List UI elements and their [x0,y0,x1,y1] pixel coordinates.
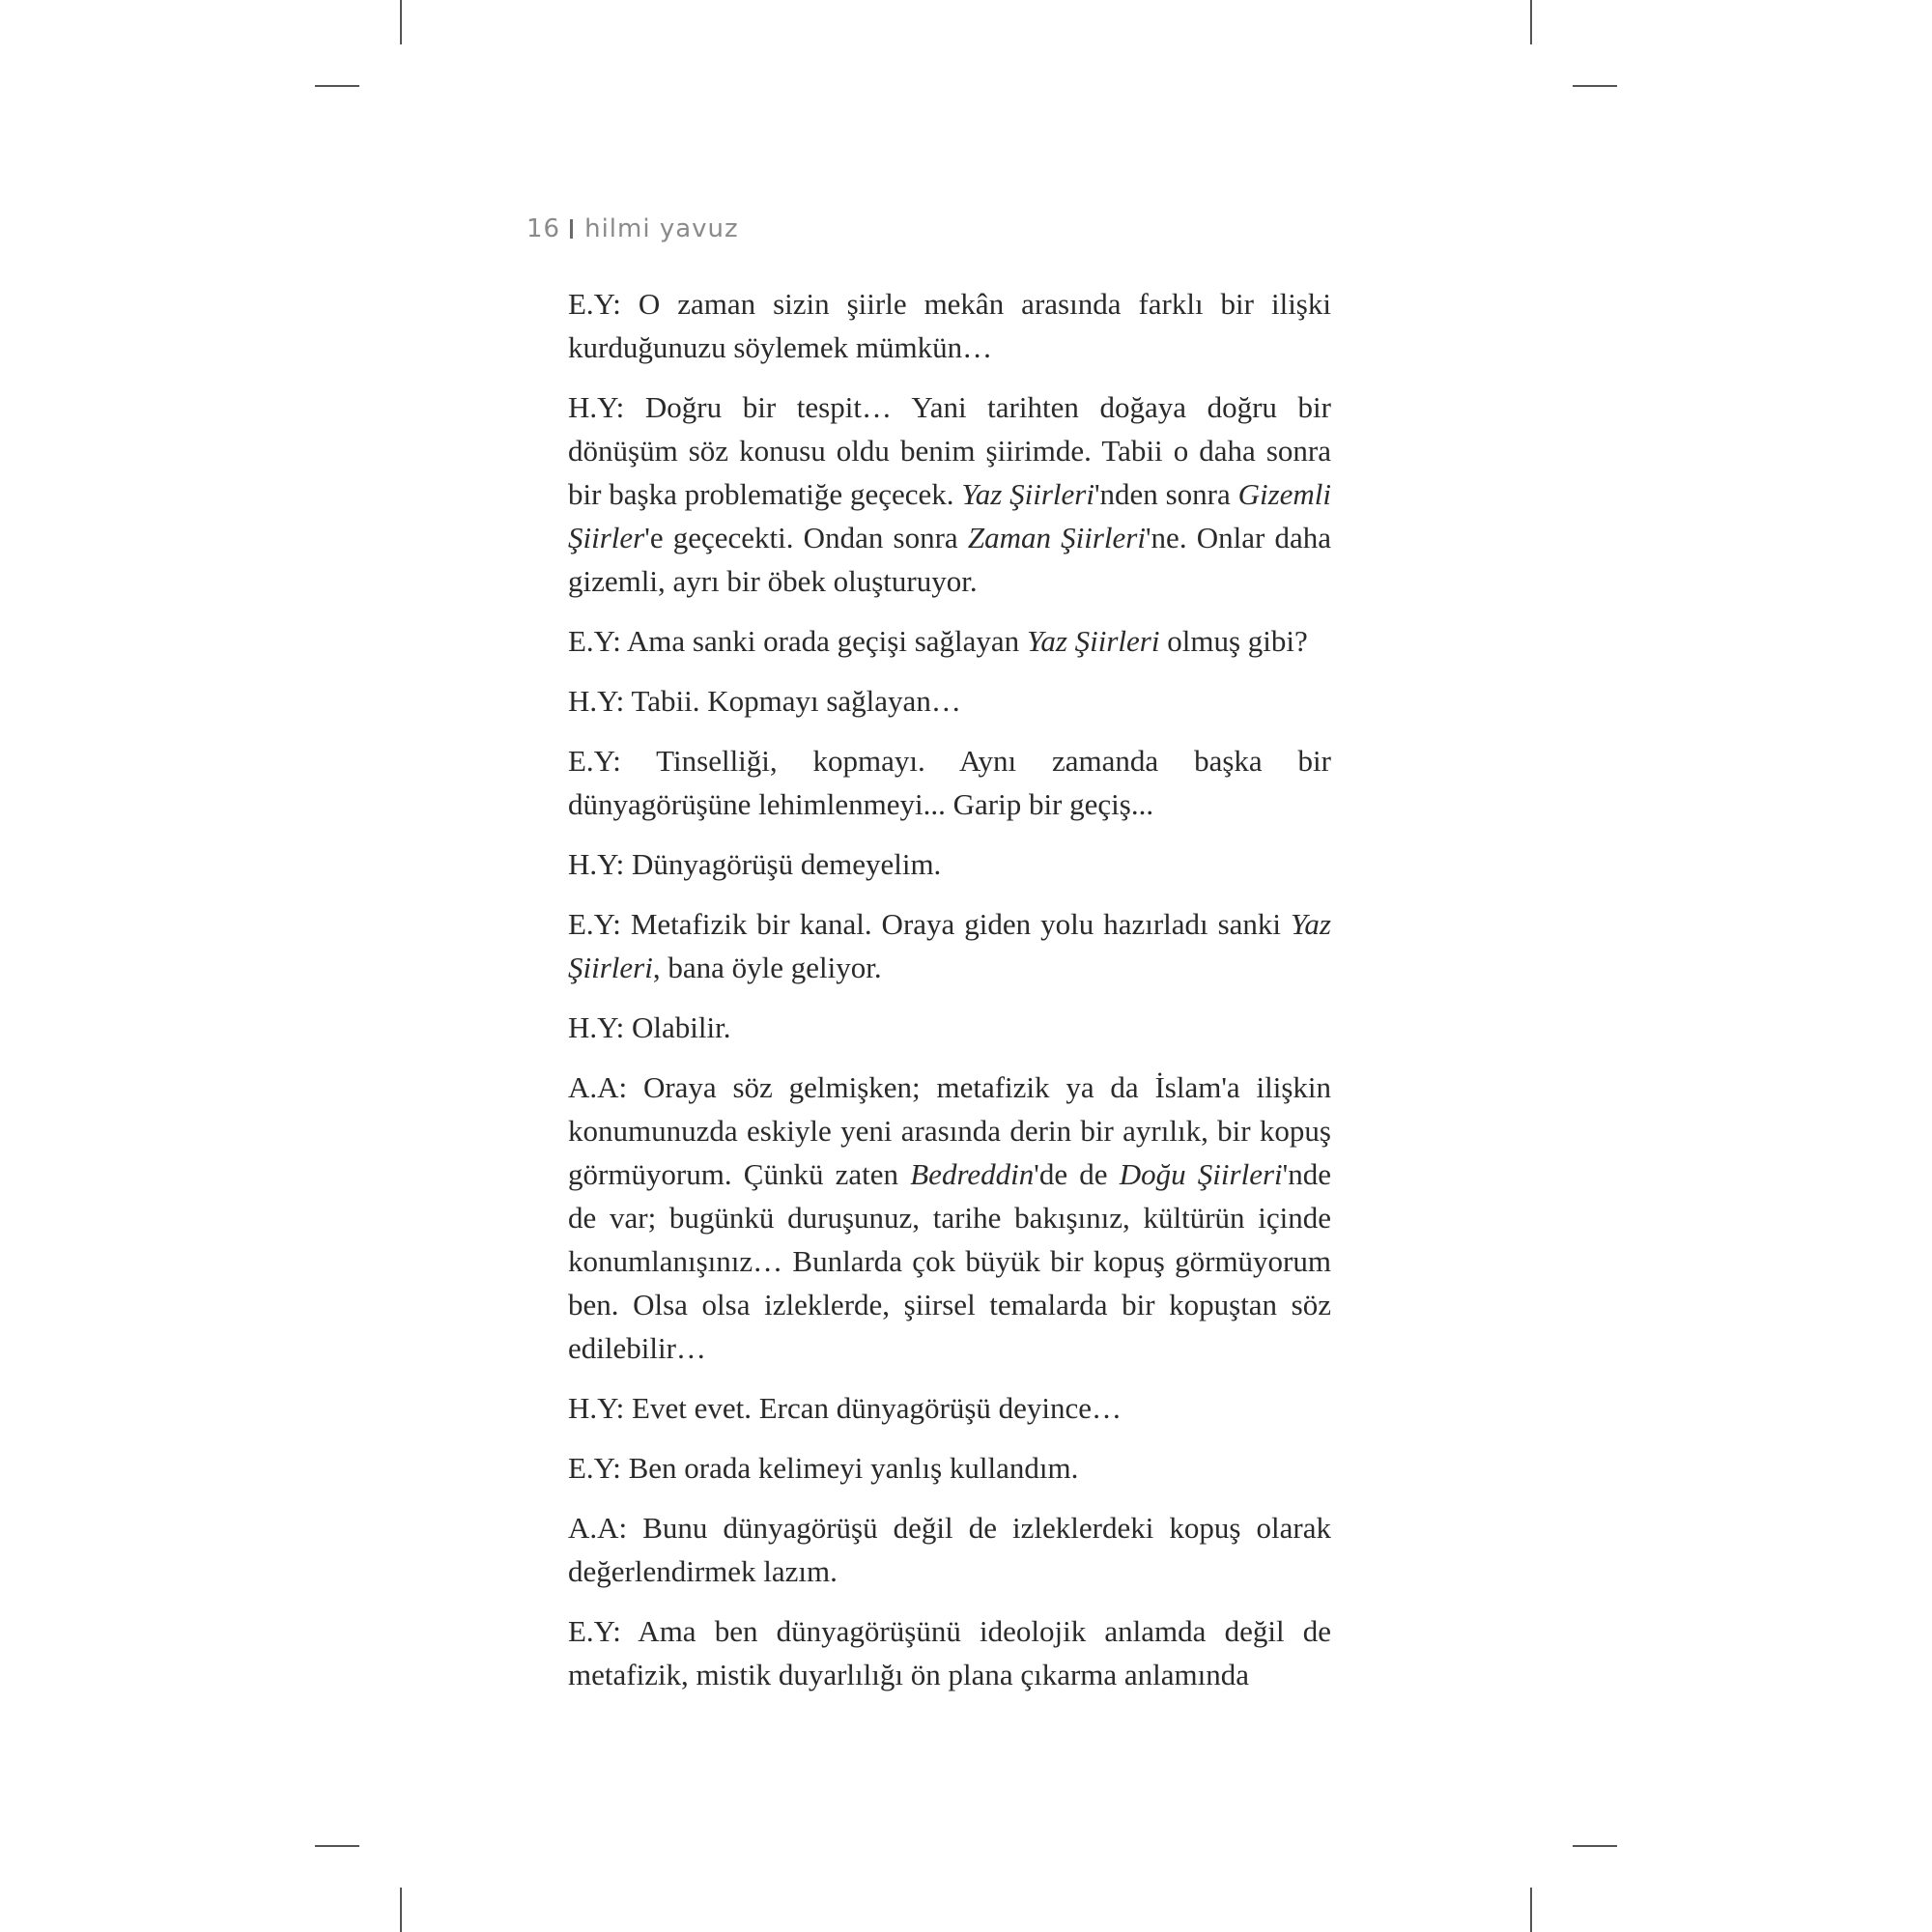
paragraph-text: 'de de [1034,1157,1120,1191]
book-title: Gizemli Şiirler [568,477,1331,554]
paragraph-text: H.Y: Dünyagörüşü demeyelim. [568,847,942,881]
paragraph-text: olmuş gibi? [1159,624,1308,658]
paragraph [568,1609,1331,1696]
paragraph-text: E.Y: O zaman sizin şiirle mekân arasında farklı bir ilişki kurduğunuzu söylemek mümkün… [568,287,1331,364]
paragraph-text: , bana öyle geliyor. [652,951,882,984]
book-title: Bedreddin [910,1157,1035,1191]
paragraph-text: 'nde de var; bugünkü duruşunuz, tarihe bakışınız, kültürün içinde konumlanışınız… Bunlarda çok büyük bir kopuş görmüyorum ben. Olsa olsa izleklerde, şiirsel temalarda bir kopuştan söz edilebilir… [568,1157,1331,1365]
paragraph [568,739,1331,826]
crop-mark-top-right-vertical [1530,0,1532,44]
crop-mark-top-left-vertical [400,0,402,44]
paragraph-text: H.Y: Doğru bir tespit… Yani tarihten doğaya doğru bir dönüşüm söz konusu oldu benim şiirimde. Tabii o daha sonra bir başka problematiğe geçecek. [568,390,1331,511]
paragraph-text: H.Y: Olabilir. [568,1010,731,1044]
paragraph-text: E.Y: Tinselliği, kopmayı. Aynı zamanda başka bir dünyagörüşüne lehimlenmeyi... Garip bir geçiş... [568,744,1331,821]
paragraph [568,1506,1331,1593]
paragraph [568,902,1331,989]
book-title: Doğu Şiirleri [1119,1157,1283,1191]
crop-mark-top-left-horizontal [315,85,359,87]
book-title: Yaz Şiirleri [568,907,1331,984]
book-title: Yaz Şiirleri [961,477,1094,511]
paragraph [568,1446,1331,1490]
book-title: Zaman Şiirleri [967,521,1146,554]
paragraph [568,679,1331,723]
interview-text [568,282,1331,1713]
paragraph [568,1006,1331,1049]
paragraph-text: 'nden sonra [1094,477,1238,511]
crop-mark-bottom-right-horizontal [1573,1845,1617,1847]
paragraph [568,282,1331,369]
header-separator [570,219,573,239]
crop-mark-bottom-left-horizontal [315,1845,359,1847]
paragraph-text: E.Y: Ama sanki orada geçişi sağlayan [568,624,1027,658]
paragraph-text: 'ne. Onlar daha gizemli, ayrı bir öbek oluşturuyor. [568,521,1331,598]
paragraph-text: 'e geçecekti. Ondan sonra [644,521,968,554]
paragraph-text: A.A: Oraya söz gelmişken; metafizik ya da İslam'a ilişkin konumunuzda eskiyle yeni arasında derin bir ayrılık, bir kopuş görmüyorum. Çünkü zaten [568,1070,1331,1191]
paragraph-text: E.Y: Metafizik bir kanal. Oraya giden yolu hazırladı sanki [568,907,1292,941]
crop-mark-bottom-right-vertical [1530,1888,1532,1932]
paragraph-text: A.A: Bunu dünyagörüşü değil de izleklerdeki kopuş olarak değerlendirmek lazım. [568,1511,1331,1588]
page-number: 16 [526,214,561,243]
paragraph [568,1065,1331,1370]
paragraph-text: H.Y: Tabii. Kopmayı sağlayan… [568,684,961,718]
crop-mark-top-right-horizontal [1573,85,1617,87]
book-title: Yaz Şiirleri [1026,624,1160,658]
paragraph-text: H.Y: Evet evet. Ercan dünyagörüşü deyince… [568,1391,1122,1425]
paragraph-text: E.Y: Ama ben dünyagörüşünü ideolojik anlamda değil de metafizik, mistik duyarlılığı ön plana çıkarma anlamında [568,1614,1331,1691]
author-name: hilmi yavuz [584,214,739,243]
paragraph [568,842,1331,886]
paragraph-text: E.Y: Ben orada kelimeyi yanlış kullandım. [568,1451,1079,1485]
running-head [526,214,739,243]
paragraph [568,1386,1331,1430]
crop-mark-bottom-left-vertical [400,1888,402,1932]
paragraph [568,385,1331,603]
paragraph [568,619,1331,663]
